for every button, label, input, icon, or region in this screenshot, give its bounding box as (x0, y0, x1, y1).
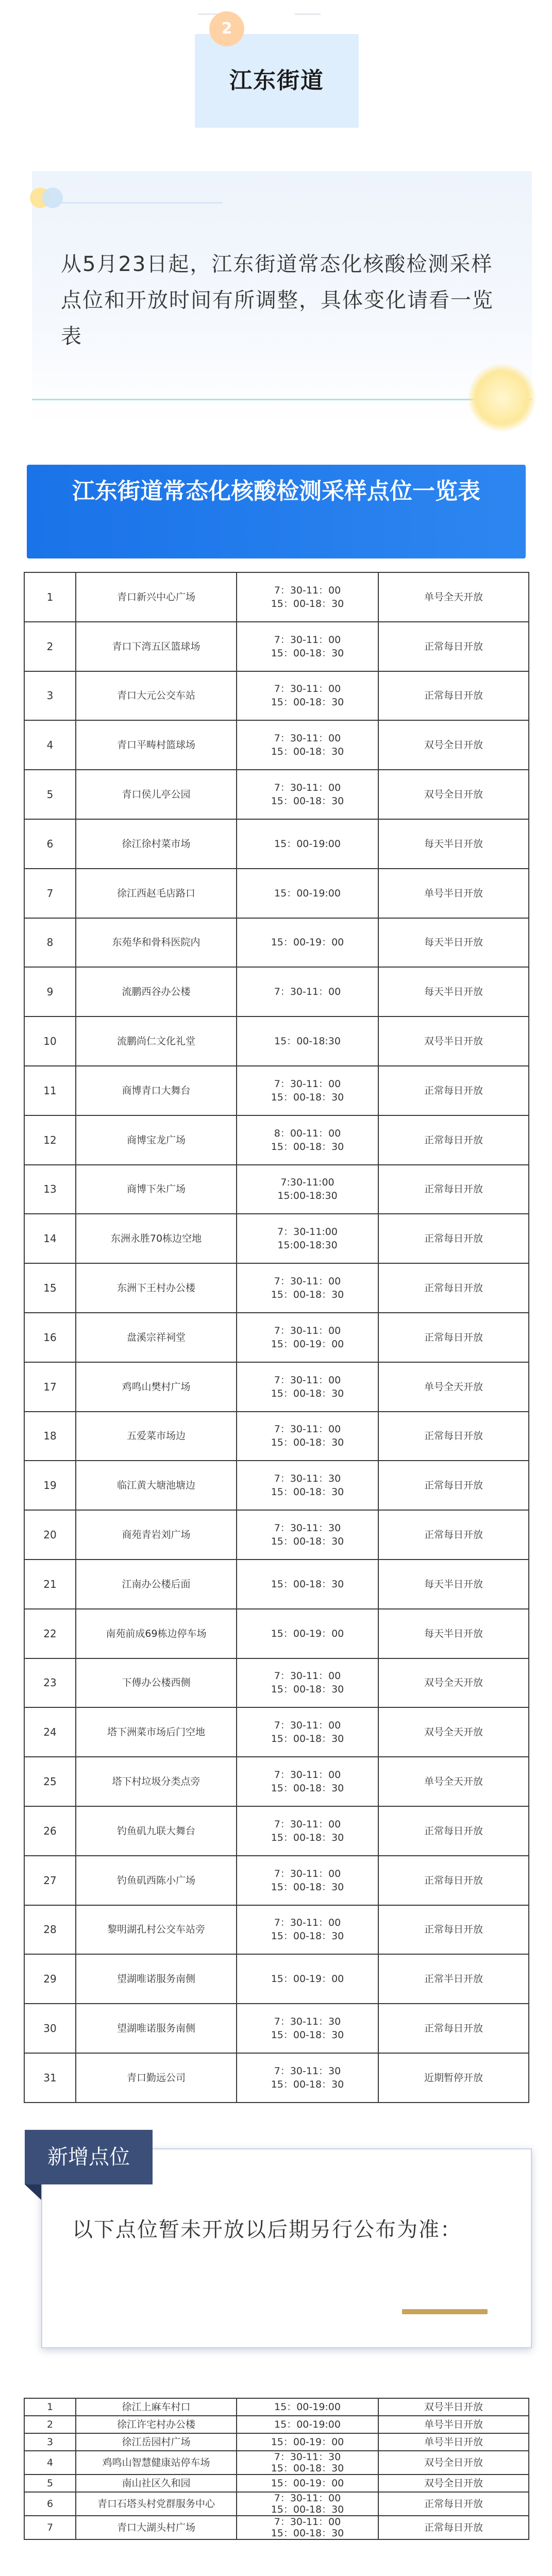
table-row (24, 1362, 529, 1412)
open-status: 正常每日开放 (378, 1214, 529, 1263)
open-time (237, 1016, 378, 1066)
table-row (24, 720, 529, 770)
time-slot-1: 7：30-11：00 (274, 634, 341, 646)
location-name: 徐江岳园村广场 (76, 2433, 237, 2451)
row-number: 22 (24, 1609, 76, 1658)
time-slot-2: 15：00-18：30 (271, 2029, 344, 2041)
time-slot-1: 7：30-11：00 (274, 1670, 341, 1682)
row-number: 30 (24, 2004, 76, 2053)
open-status: 双号全日开放 (378, 2475, 529, 2492)
open-time (237, 1609, 378, 1658)
time-slot-2: 15：00-18：30 (271, 2504, 344, 2515)
table-row (24, 1856, 529, 1905)
table-row (24, 1461, 529, 1510)
table-row (24, 819, 529, 869)
table-row (24, 2451, 529, 2475)
table-row (24, 1905, 529, 1955)
decor-dot-blue (42, 188, 63, 208)
open-time (237, 1313, 378, 1362)
open-time (237, 1066, 378, 1115)
location-name: 五爱菜市场边 (76, 1412, 237, 1461)
open-time (237, 2451, 378, 2475)
open-status: 正常每日开放 (378, 2516, 529, 2539)
open-time (237, 869, 378, 918)
open-status: 正常每日开放 (378, 1313, 529, 1362)
open-status: 双号半日开放 (378, 1016, 529, 1066)
badge-right-line (295, 13, 321, 15)
location-name: 钓鱼矶九联大舞台 (76, 1806, 237, 1856)
time-slot-1: 7：30-11：00 (274, 2493, 341, 2504)
open-time (237, 2053, 378, 2103)
open-status: 正常每日开放 (378, 2004, 529, 2053)
row-number: 7 (24, 869, 76, 918)
open-status: 单号半日开放 (378, 2416, 529, 2433)
location-name: 临江黄大塘池塘边 (76, 1461, 237, 1510)
open-time (237, 2492, 378, 2516)
time-slot-2: 15：00-18：30 (271, 1733, 344, 1745)
table-row (24, 1115, 529, 1165)
section-title: 江东街道 (229, 67, 324, 94)
location-name: 鸡鸣山樊村广场 (76, 1362, 237, 1412)
time-slot-2: 15：00-18：30 (271, 2528, 344, 2539)
table-row (24, 869, 529, 918)
time-slot-1: 8：00-11：00 (274, 1127, 341, 1139)
location-name: 下傅办公楼西侧 (76, 1658, 237, 1708)
table-row (24, 1707, 529, 1757)
location-name: 徐江上麻车村口 (76, 2398, 237, 2416)
location-name: 鸡鸣山智慧健康站停车场 (76, 2451, 237, 2475)
location-name: 青口大湖头村广场 (76, 2516, 237, 2539)
new-points-tab: 新增点位 (25, 2130, 153, 2184)
open-time (237, 1806, 378, 1856)
time-slot-2: 15：00-18：30 (271, 1387, 344, 1399)
time-slot-1: 7：30-11：00 (274, 1423, 341, 1435)
row-number: 23 (24, 1658, 76, 1708)
location-name: 盘溪宗祥祠堂 (76, 1313, 237, 1362)
open-status: 正常每日开放 (378, 1066, 529, 1115)
table-row (24, 770, 529, 819)
open-time (237, 622, 378, 671)
time-slot-1: 15：00-19：00 (271, 1973, 344, 1985)
open-time (237, 671, 378, 721)
open-status: 正常每日开放 (378, 1806, 529, 1856)
table-row (24, 2053, 529, 2103)
location-name: 黎明湖孔村公交车站旁 (76, 1905, 237, 1955)
table-row (24, 572, 529, 622)
open-status: 单号半日开放 (378, 2433, 529, 2451)
section-header (0, 0, 552, 134)
row-number: 20 (24, 1510, 76, 1560)
table-row (24, 1954, 529, 2004)
open-status: 单号全天开放 (378, 1362, 529, 1412)
intro-text: 从5月23日起，江东街道常态化核酸检测采样点位和开放时间有所调整，具体变化请看一览表 (61, 252, 494, 348)
row-number: 3 (24, 2433, 76, 2451)
table-row (24, 1016, 529, 1066)
row-number: 14 (24, 1214, 76, 1263)
time-slot-1: 7：30-11：00 (274, 1769, 341, 1781)
location-name: 东洲永胜70栋边空地 (76, 1214, 237, 1263)
open-time (237, 1905, 378, 1955)
open-time (237, 1757, 378, 1806)
location-name: 塔下村垃圾分类点旁 (76, 1757, 237, 1806)
time-slot-1: 7:30-11:00 (280, 1177, 334, 1189)
location-name: 望湖唯诺服务南侧 (76, 2004, 237, 2053)
row-number: 4 (24, 2451, 76, 2475)
row-number: 1 (24, 2398, 76, 2416)
open-status: 单号全天开放 (378, 1757, 529, 1806)
open-status: 每天半日开放 (378, 918, 529, 968)
table-row (24, 1066, 529, 1115)
table-row (24, 1263, 529, 1313)
row-number: 9 (24, 967, 76, 1016)
time-slot-2: 15：00-18：30 (271, 1141, 344, 1153)
time-slot-1: 7：30-11：30 (274, 1522, 341, 1534)
time-slot-2: 15:00-18:30 (277, 1240, 338, 1251)
open-status: 单号全天开放 (378, 572, 529, 622)
location-name: 南苑前成69栋边停车场 (76, 1609, 237, 1658)
time-slot-1: 15：00-19：00 (271, 2436, 344, 2448)
open-time (237, 1510, 378, 1560)
row-number: 28 (24, 1905, 76, 1955)
time-slot-1: 7：30-11：00 (274, 986, 341, 998)
location-name: 东洲下王村办公楼 (76, 1263, 237, 1313)
time-slot-1: 7：30-11：00 (274, 1818, 341, 1830)
table-row (24, 622, 529, 671)
time-slot-1: 15：00-19:00 (274, 2419, 341, 2430)
row-number: 2 (24, 622, 76, 671)
location-name: 塔下洲菜市场后门空地 (76, 1707, 237, 1757)
open-time (237, 572, 378, 622)
time-slot-2: 15：00-18：30 (271, 746, 344, 758)
row-number: 25 (24, 1757, 76, 1806)
location-name: 徐江徐村菜市场 (76, 819, 237, 869)
open-time (237, 1362, 378, 1412)
time-slot-1: 7：30-11：30 (274, 1473, 341, 1485)
table-row (24, 967, 529, 1016)
table-row (24, 2398, 529, 2416)
row-number: 1 (24, 572, 76, 622)
table-row (24, 1806, 529, 1856)
open-time (237, 1560, 378, 1609)
table-row (24, 2516, 529, 2539)
time-slot-1: 7：30-11：00 (274, 2516, 341, 2528)
time-slot-1: 7：30-11：00 (274, 1720, 341, 1732)
table-row (24, 1214, 529, 1263)
open-status: 正常半日开放 (378, 1954, 529, 2004)
time-slot-1: 7：30-11：00 (274, 584, 341, 596)
row-number: 3 (24, 671, 76, 721)
row-number: 4 (24, 720, 76, 770)
table-banner-title: 江东街道常态化核酸检测采样点位一览表 (72, 478, 480, 504)
open-status: 正常每日开放 (378, 1263, 529, 1313)
table-row (24, 1560, 529, 1609)
intro-bottom-line (32, 399, 532, 400)
open-status: 正常每日开放 (378, 1856, 529, 1905)
time-slot-1: 7：30-11：00 (274, 1325, 341, 1336)
time-slot-1: 15：00-18：30 (271, 1578, 344, 1590)
open-status: 每天半日开放 (378, 1609, 529, 1658)
time-slot-1: 15：00-19：00 (271, 937, 344, 948)
table-row (24, 1658, 529, 1708)
new-points-text: 以下点位暂未开放以后期另行公布为准： (72, 2218, 462, 2242)
row-number: 10 (24, 1016, 76, 1066)
time-slot-1: 15：00-19:00 (274, 838, 341, 850)
table-row (24, 2433, 529, 2451)
time-slot-2: 15：00-18：30 (271, 795, 344, 807)
open-time (237, 1115, 378, 1165)
time-slot-2: 15：00-18：30 (271, 1832, 344, 1843)
row-number: 21 (24, 1560, 76, 1609)
open-status: 双号全日开放 (378, 2451, 529, 2475)
open-status: 双号全日开放 (378, 770, 529, 819)
table-row (24, 1165, 529, 1214)
location-name: 青口侯儿亭公园 (76, 770, 237, 819)
time-slot-2: 15：00-18：30 (271, 647, 344, 659)
time-slot-2: 15：00-19：00 (271, 1338, 344, 1350)
row-number: 2 (24, 2416, 76, 2433)
time-slot-1: 7：30-11：00 (274, 1276, 341, 1287)
open-time (237, 720, 378, 770)
new-points-table (24, 2398, 529, 2540)
open-status: 正常每日开放 (378, 1115, 529, 1165)
table-row (24, 1313, 529, 1362)
row-number: 6 (24, 2492, 76, 2516)
table-row (24, 2004, 529, 2053)
time-slot-2: 15:00-18:30 (277, 1190, 338, 1202)
table-row (24, 2492, 529, 2516)
location-name: 青口新兴中心广场 (76, 572, 237, 622)
time-slot-1: 7：30-11：00 (274, 1917, 341, 1929)
time-slot-1: 7：30-11：30 (274, 2065, 341, 2077)
location-name: 流鹏尚仁文化礼堂 (76, 1016, 237, 1066)
time-slot-1: 7：30-11：00 (274, 733, 341, 744)
time-slot-2: 15：00-18：30 (271, 697, 344, 708)
open-time (237, 918, 378, 968)
time-slot-2: 15：00-18：30 (271, 1289, 344, 1301)
row-number: 29 (24, 1954, 76, 2004)
open-time (237, 2398, 378, 2416)
location-name: 望湖唯诺服务南侧 (76, 1954, 237, 2004)
open-time (237, 2004, 378, 2053)
row-number: 19 (24, 1461, 76, 1510)
table-row (24, 918, 529, 968)
time-slot-1: 7：30-11：00 (274, 1078, 341, 1090)
row-number: 12 (24, 1115, 76, 1165)
open-status: 正常每日开放 (378, 1510, 529, 1560)
open-time (237, 2433, 378, 2451)
time-slot-2: 15：00-18：30 (271, 1437, 344, 1449)
time-slot-1: 7：30-11：00 (274, 1868, 341, 1879)
location-name: 青口石塔头村党群服务中心 (76, 2492, 237, 2516)
table-row (24, 1412, 529, 1461)
badge-number: 2 (209, 11, 244, 46)
row-number: 13 (24, 1165, 76, 1214)
open-status: 双号半日开放 (378, 2398, 529, 2416)
row-number: 5 (24, 2475, 76, 2492)
open-status: 正常每日开放 (378, 1165, 529, 1214)
open-time (237, 1165, 378, 1214)
open-time (237, 1954, 378, 2004)
location-name: 商博宝龙广场 (76, 1115, 237, 1165)
time-slot-1: 15：00-19：00 (271, 1628, 344, 1639)
time-slot-1: 7：30-11：00 (274, 1374, 341, 1386)
open-status: 正常每日开放 (378, 1412, 529, 1461)
row-number: 7 (24, 2516, 76, 2539)
open-status: 正常每日开放 (378, 2492, 529, 2516)
time-slot-2: 15：00-18：30 (271, 2463, 344, 2474)
open-time (237, 967, 378, 1016)
location-name: 东苑华和骨科医院内 (76, 918, 237, 968)
time-slot-1: 7：30-11：00 (274, 782, 341, 794)
time-slot-2: 15：00-18：30 (271, 1091, 344, 1103)
location-name: 青口下湾五区篮球场 (76, 622, 237, 671)
time-slot-2: 15：00-18：30 (271, 598, 344, 609)
row-number: 18 (24, 1412, 76, 1461)
row-number: 5 (24, 770, 76, 819)
time-slot-1: 7：30-11：00 (274, 683, 341, 695)
row-number: 6 (24, 819, 76, 869)
table-row (24, 1757, 529, 1806)
time-slot-1: 7：30-11：30 (274, 2016, 341, 2027)
location-name: 青口大元公交车站 (76, 671, 237, 721)
open-time (237, 1461, 378, 1510)
time-slot-1: 15：00-19:00 (274, 887, 341, 899)
open-time (237, 1263, 378, 1313)
open-time (237, 2416, 378, 2433)
open-status: 正常每日开放 (378, 1461, 529, 1510)
table-row (24, 1510, 529, 1560)
open-time (237, 1856, 378, 1905)
location-name: 商苑青岩刘广场 (76, 1510, 237, 1560)
row-number: 17 (24, 1362, 76, 1412)
location-name: 商博青口大舞台 (76, 1066, 237, 1115)
sampling-points-table (24, 572, 529, 2103)
time-slot-2: 15：00-18：30 (271, 1684, 344, 1696)
open-time (237, 2516, 378, 2539)
time-slot-2: 15：00-18：30 (271, 1881, 344, 1893)
row-number: 31 (24, 2053, 76, 2103)
time-slot-1: 7：30-11：30 (274, 2451, 341, 2463)
table-row (24, 2416, 529, 2433)
row-number: 24 (24, 1707, 76, 1757)
time-slot-2: 15：00-18：30 (271, 1536, 344, 1548)
row-number: 8 (24, 918, 76, 968)
open-status: 双号全天开放 (378, 1658, 529, 1708)
open-time (237, 1412, 378, 1461)
location-name: 江南办公楼后面 (76, 1560, 237, 1609)
location-name: 青口勤远公司 (76, 2053, 237, 2103)
location-name: 徐江许宅村办公楼 (76, 2416, 237, 2433)
new-points-accent-bar (402, 2309, 488, 2314)
time-slot-2: 15：00-18：30 (271, 2078, 344, 2090)
time-slot-2: 15：00-18：30 (271, 1783, 344, 1794)
row-number: 26 (24, 1806, 76, 1856)
open-status: 正常每日开放 (378, 1905, 529, 1955)
open-time (237, 1214, 378, 1263)
open-status: 双号全天开放 (378, 1707, 529, 1757)
open-status: 每天半日开放 (378, 1560, 529, 1609)
table-row (24, 1609, 529, 1658)
row-number: 11 (24, 1066, 76, 1115)
table-row (24, 2475, 529, 2492)
open-time (237, 2475, 378, 2492)
location-name: 流鹏西谷办公楼 (76, 967, 237, 1016)
location-name: 南山社区久和园 (76, 2475, 237, 2492)
open-status: 近期暂停开放 (378, 2053, 529, 2103)
open-time (237, 1707, 378, 1757)
open-time (237, 819, 378, 869)
time-slot-1: 7：30-11:00 (277, 1226, 338, 1238)
location-name: 钓鱼矶西陈小广场 (76, 1856, 237, 1905)
row-number: 16 (24, 1313, 76, 1362)
open-time (237, 770, 378, 819)
decor-sun (468, 364, 536, 432)
time-slot-2: 15：00-18：30 (271, 1486, 344, 1498)
time-slot-1: 15：00-18:30 (274, 1036, 341, 1047)
open-status: 正常每日开放 (378, 622, 529, 671)
time-slot-1: 15：00-19:00 (274, 2401, 341, 2413)
open-status: 双号全日开放 (378, 720, 529, 770)
open-status: 单号半日开放 (378, 869, 529, 918)
row-number: 15 (24, 1263, 76, 1313)
open-status: 每天半日开放 (378, 967, 529, 1016)
new-points-tab-fold (25, 2184, 41, 2200)
open-time (237, 1658, 378, 1708)
time-slot-2: 15：00-18：30 (271, 1930, 344, 1942)
location-name: 徐江西赵毛店路口 (76, 869, 237, 918)
open-status: 每天半日开放 (378, 819, 529, 869)
location-name: 青口平畴村篮球场 (76, 720, 237, 770)
row-number: 27 (24, 1856, 76, 1905)
location-name: 商博下朱广场 (76, 1165, 237, 1214)
time-slot-1: 15：00-19：00 (271, 2478, 344, 2489)
open-status: 正常每日开放 (378, 671, 529, 721)
table-row (24, 671, 529, 721)
